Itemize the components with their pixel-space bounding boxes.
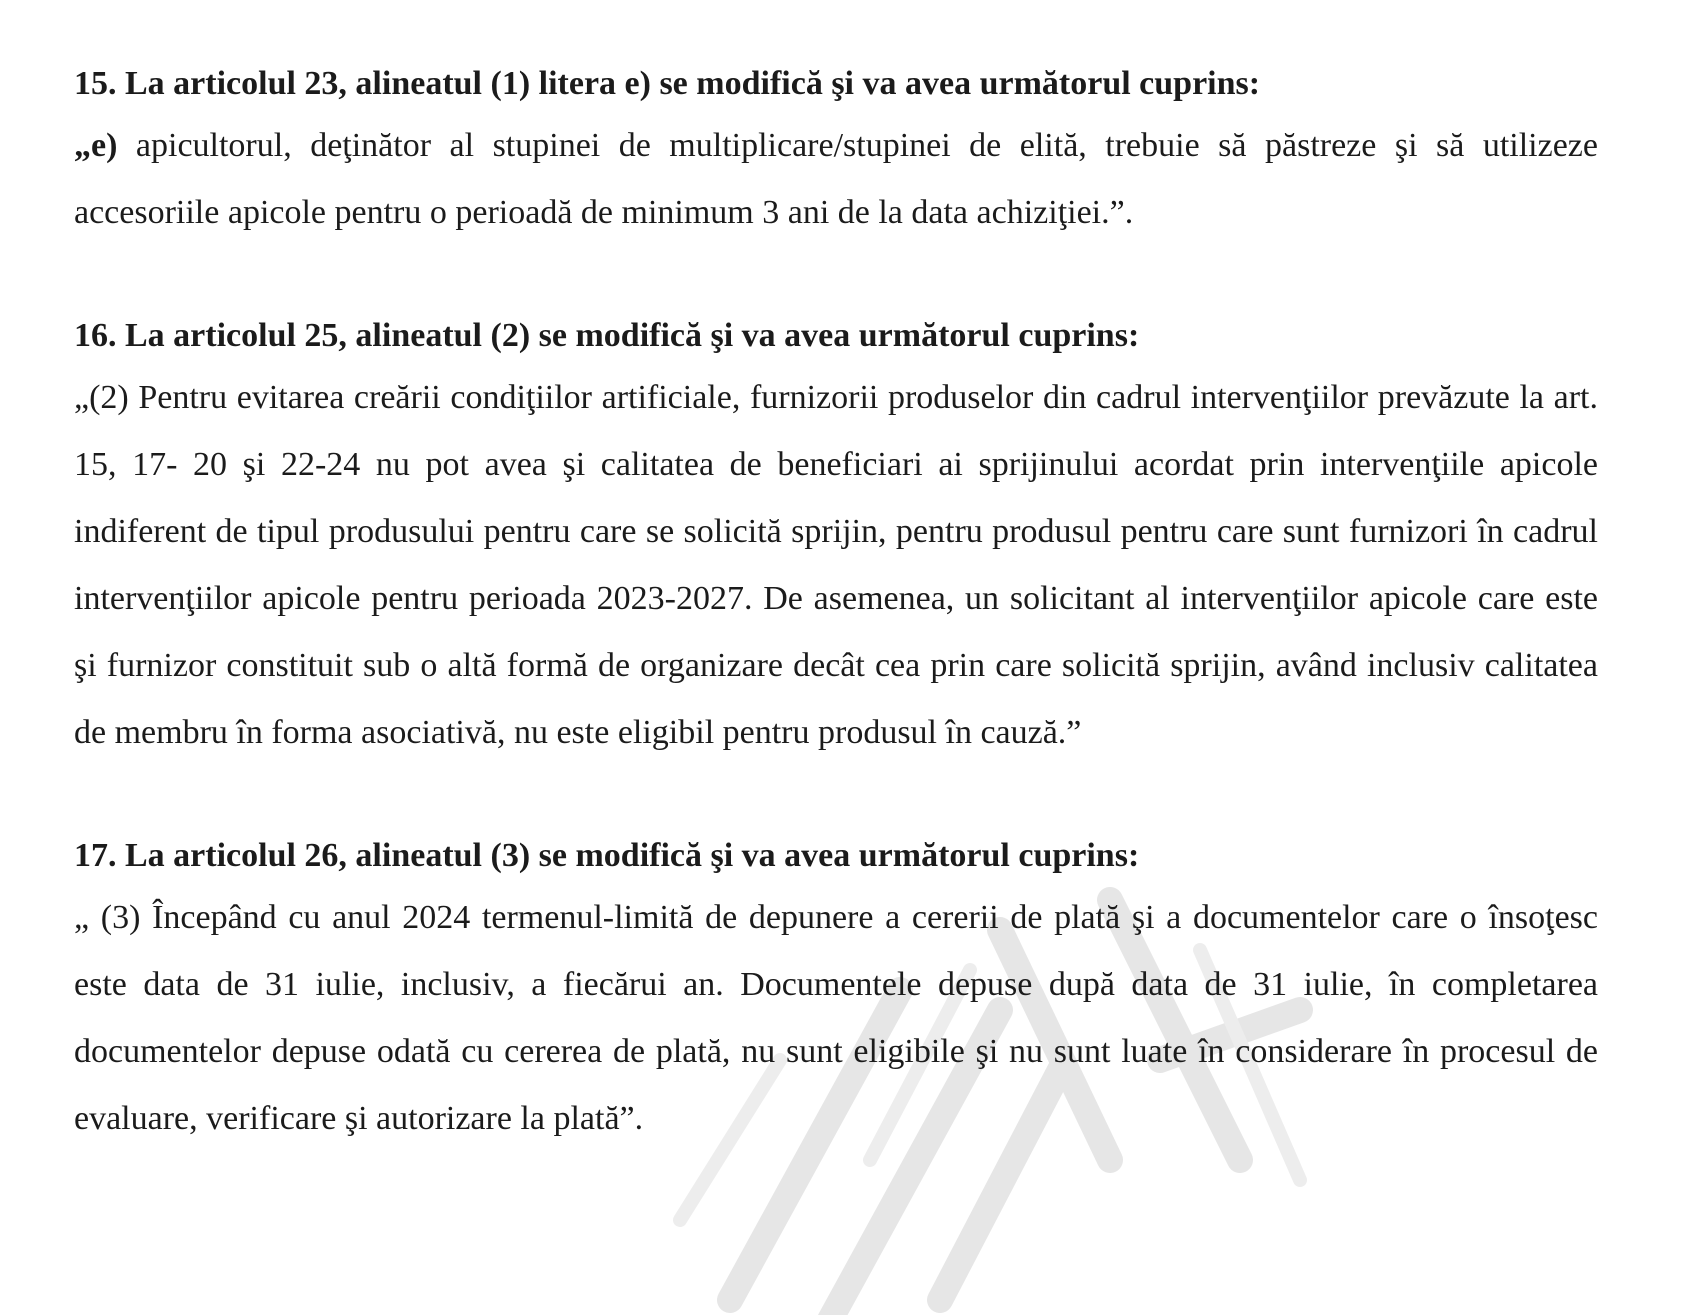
amendment-heading: 16. La articolul 25, alineatul (2) se modifică şi va avea următorul cuprins: (74, 317, 1140, 354)
amendment-15 (74, 56, 1598, 246)
amendment-heading: 17. La articolul 26, alineatul (3) se modifică şi va avea următorul cuprins: (74, 837, 1140, 874)
amendment-text: „(2) Pentru evitarea creării condiţiilor artificiale, furnizorii produselor din cadrul intervenţiilor prevăzute la art. 15, 17- 20 şi 22-24 nu pot avea şi calitatea de beneficiari ai sprijinului acordat prin intervenţiile apicole indiferent de tipul produsului pentru care se solicită sprijin, pentru produsul pentru care sunt furnizori în cadrul intervenţiilor apicole pentru perioada 2023-2027. De asemenea, un solicitant al intervenţiilor apicole care este şi furnizor constituit sub o altă formă de organizare decât cea prin care solicită sprijin, având inclusiv calitatea de membru în forma asociativă, nu este eligibil pentru produsul în cauză.” (74, 379, 1598, 751)
amendment-text (74, 112, 1598, 246)
document-content (74, 56, 1598, 1152)
amendment-17 (74, 828, 1598, 1152)
amendment-16 (74, 308, 1598, 766)
amendment-letter: „e) (74, 127, 118, 164)
amendment-text: „ (3) Începând cu anul 2024 termenul-limită de depunere a cererii de plată şi a documentelor care o însoţesc este data de 31 iulie, inclusiv, a fiecărui an. Documentele depuse după data de 31 iulie, în completarea documentelor depuse odată cu cererea de plată, nu sunt eligibile şi nu sunt luate în considerare în procesul de evaluare, verificare şi autorizare la plată”. (74, 899, 1598, 1137)
amendment-heading: 15. La articolul 23, alineatul (1) litera e) se modifică şi va avea următorul cuprins: (74, 65, 1261, 102)
amendment-text-body: apicultorul, deţinător al stupinei de multiplicare/stupinei de elită, trebuie să păstreze şi să utilizeze accesoriile apicole pentru o perioadă de minimum 3 ani de la data achiziţiei.”. (74, 127, 1598, 231)
